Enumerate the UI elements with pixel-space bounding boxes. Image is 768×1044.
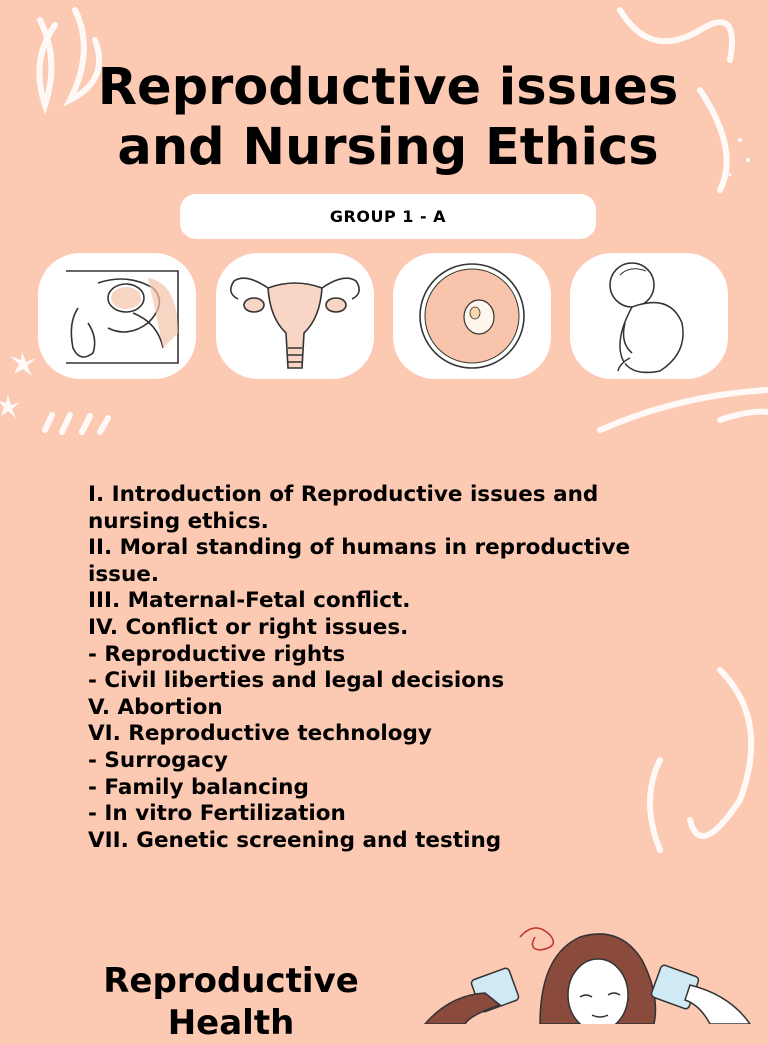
footer-heading-line-2: Health xyxy=(167,1003,295,1043)
outline-item: V. Abortion xyxy=(88,694,223,720)
male-anatomy-card xyxy=(38,253,196,379)
outline-item: VI. Reproductive technology xyxy=(88,721,432,747)
outline-item: I. Introduction of Reproductive issues and xyxy=(88,482,599,507)
group-label: GROUP 1 - A xyxy=(180,194,596,239)
outline-item: - Family balancing xyxy=(88,774,309,800)
male-anatomy-icon xyxy=(38,253,196,379)
page-title-line-2: and Nursing Ethics xyxy=(117,118,659,177)
woman-with-pills-illustration xyxy=(410,915,768,1024)
outline-list xyxy=(88,482,630,854)
fetus-icon xyxy=(570,253,728,379)
outline-item: - Surrogacy xyxy=(88,747,228,773)
outline-item: IV. Conflict or right issues. xyxy=(88,614,409,640)
outline-item: VII. Genetic screening and testing xyxy=(88,827,502,853)
illustration-row xyxy=(0,253,768,381)
footer-heading-line-1: Reproductive xyxy=(103,961,359,1001)
outline-item: issue. xyxy=(88,561,160,587)
outline-item: - Reproductive rights xyxy=(88,641,346,667)
ovum-card xyxy=(393,253,551,379)
page-title-line-1: Reproductive issues xyxy=(97,58,679,117)
uterus-icon xyxy=(216,253,374,379)
fetus-card xyxy=(570,253,728,379)
footer-heading xyxy=(70,960,392,1044)
uterus-card xyxy=(216,253,374,379)
outline-item: - In vitro Fertilization xyxy=(88,801,346,827)
outline-item: - Civil liberties and legal decisions xyxy=(88,668,505,694)
outline-item: nursing ethics. xyxy=(88,508,269,534)
page-title xyxy=(0,58,768,178)
outline-item: II. Moral standing of humans in reproductive xyxy=(88,535,631,561)
outline-item: III. Maternal-Fetal conflict. xyxy=(88,588,411,614)
ovum-icon xyxy=(393,253,551,379)
